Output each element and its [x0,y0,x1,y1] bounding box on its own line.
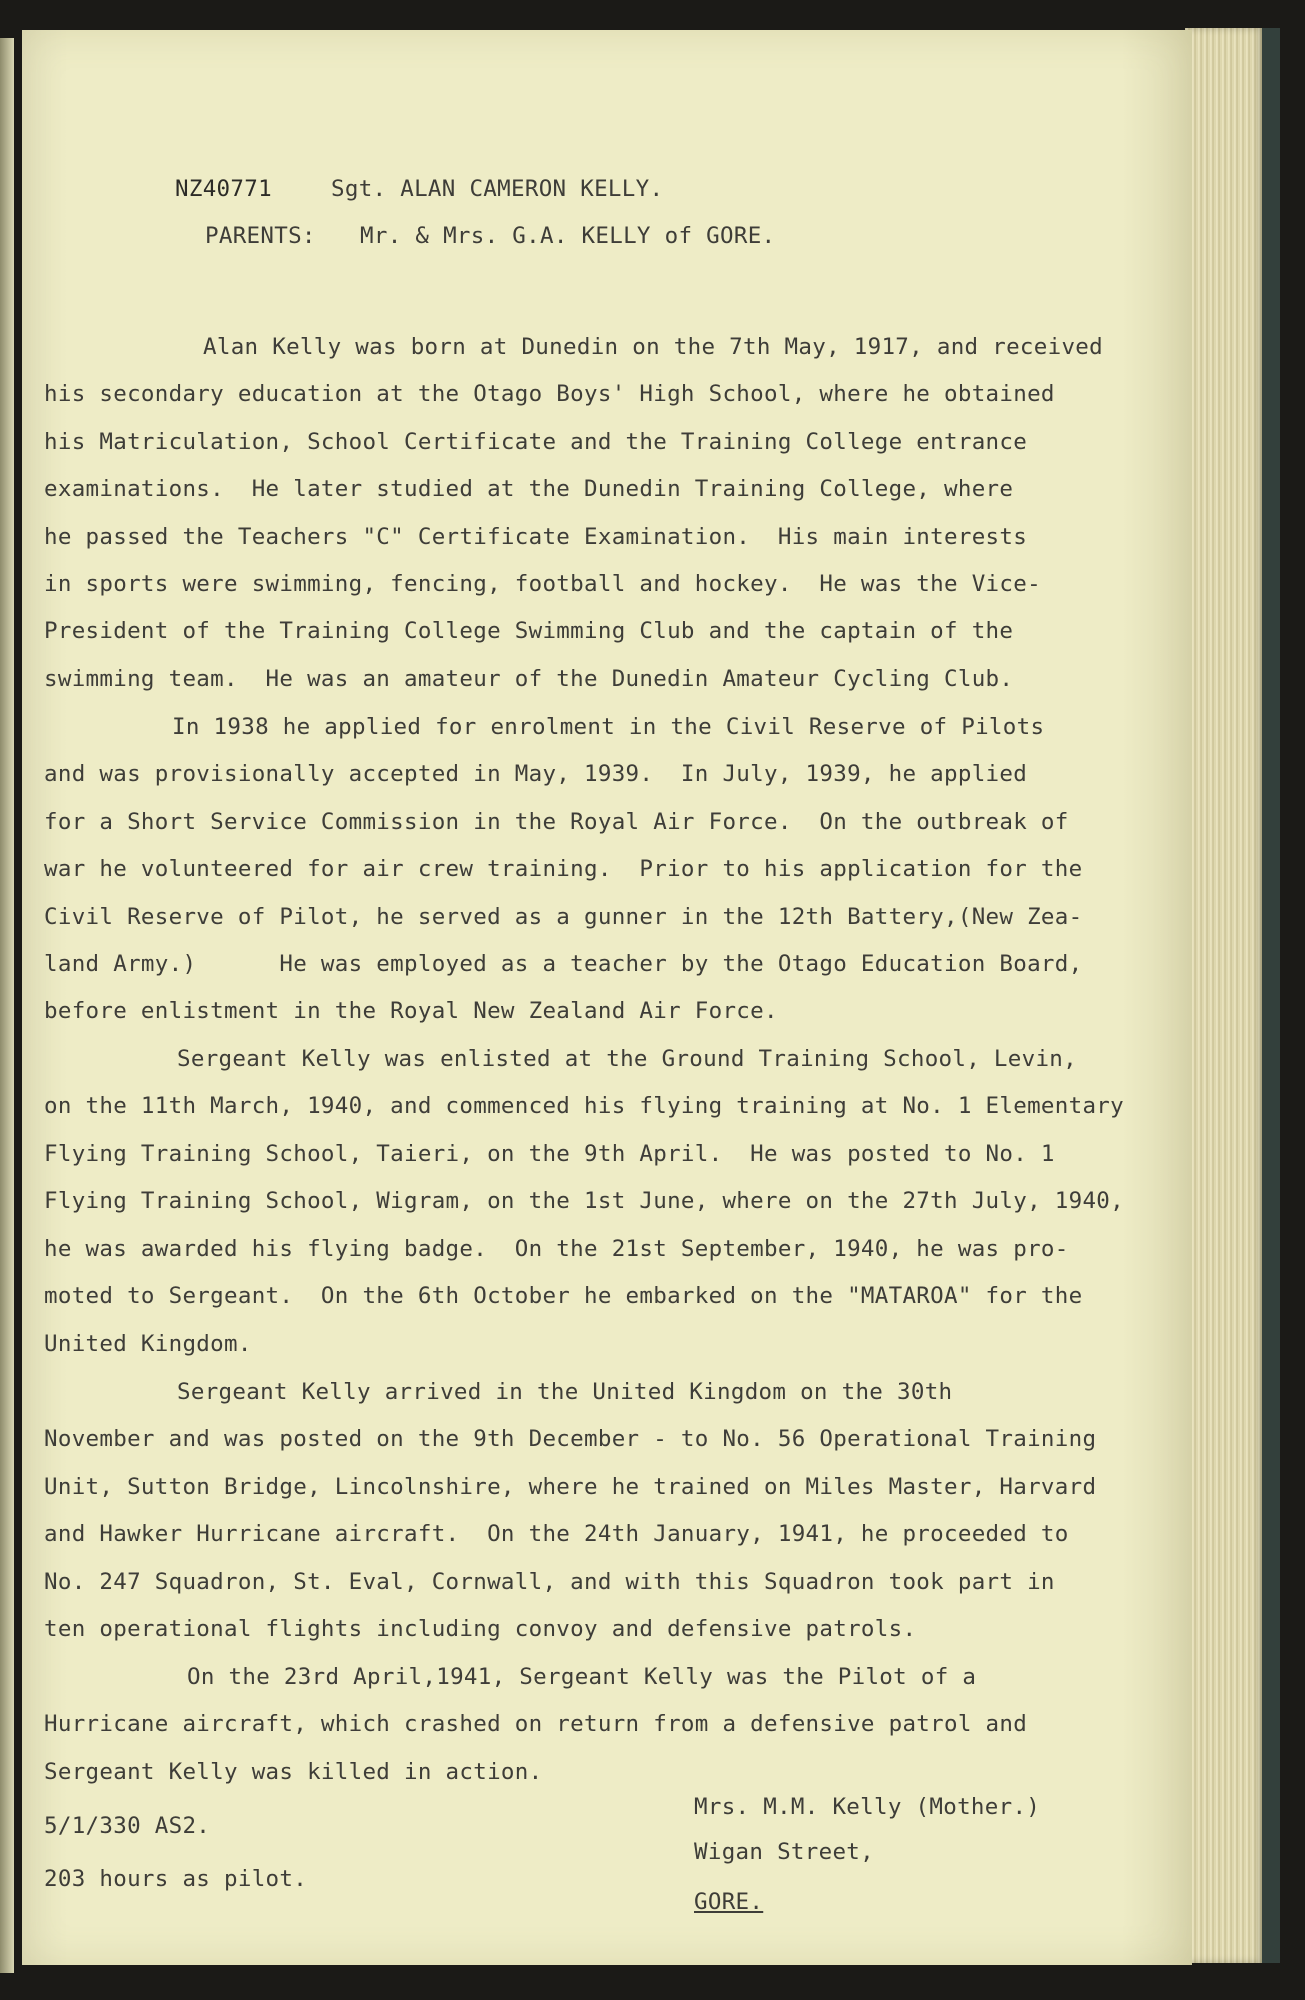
body-line: Flying Training School, Taieri, on the 9th April. He was posted to No. 1 [44,1141,1055,1167]
airman-name: Sgt. ALAN CAMERON KELLY. [331,176,664,202]
body-line: Civil Reserve of Pilot, he served as a gunner in the 12th Battery,(New Zea- [44,904,1083,930]
body-line: Hurricane aircraft, which crashed on return from a defensive patrol and [44,1711,1028,1737]
body-line: in sports were swimming, fencing, football and hockey. He was the Vice- [44,571,1041,597]
parents-value: Mr. & Mrs. G.A. KELLY of GORE. [360,223,776,249]
contact-name: Mrs. M.M. Kelly (Mother.) [694,1794,1041,1820]
contact-town: GORE. [694,1889,764,1915]
page-stack-edges [1185,28,1265,1963]
body-line: United Kingdom. [44,1331,252,1357]
body-line: war he volunteered for air crew training. Prior to his application for the [44,856,1083,882]
body-line: and was provisionally accepted in May, 1939. In July, 1939, he applied [44,761,1028,787]
body-line: Sergeant Kelly was killed in action. [44,1759,543,1785]
body-line: President of the Training College Swimming Club and the captain of the [44,618,1014,644]
body-line: No. 247 Squadron, St. Eval, Cornwall, and with this Squadron took part in [44,1569,1055,1595]
body-line: On the 23rd April,1941, Sergeant Kelly was the Pilot of a [187,1664,977,1690]
parents-label: PARENTS: [205,223,316,249]
body-line: his secondary education at the Otago Boys' High School, where he obtained [44,381,1055,407]
body-line: land Army.) He was employed as a teacher by the Otago Education Board, [44,951,1083,977]
body-line: his Matriculation, School Certificate and the Training College entrance [44,429,1028,455]
body-line: examinations. He later studied at the Dunedin Training College, where [44,476,1014,502]
body-line: on the 11th March, 1940, and commenced his flying training at No. 1 Elementary [44,1093,1124,1119]
book-cover-edge [1262,28,1280,1963]
body-line: he was awarded his flying badge. On the 21st September, 1940, he was pro- [44,1236,1069,1262]
body-line: he passed the Teachers "C" Certificate Examination. His main interests [44,524,1028,550]
contact-street: Wigan Street, [694,1839,874,1865]
binder-left-edge [0,38,14,1973]
body-line: In 1938 he applied for enrolment in the Civil Reserve of Pilots [172,714,1045,740]
body-line: and Hawker Hurricane aircraft. On the 24th January, 1941, he proceeded to [44,1521,1069,1547]
body-line: Unit, Sutton Bridge, Lincolnshire, where he trained on Miles Master, Harvard [44,1474,1097,1500]
body-line: before enlistment in the Royal New Zealand Air Force. [44,998,778,1024]
body-line: swimming team. He was an amateur of the Dunedin Amateur Cycling Club. [44,666,1014,692]
body-line: Sergeant Kelly arrived in the United Kingdom on the 30th [177,1379,953,1405]
flying-hours: 203 hours as pilot. [44,1866,308,1892]
file-reference: 5/1/330 AS2. [44,1813,211,1839]
service-number: NZ40771 [175,176,272,202]
body-line: moted to Sergeant. On the 6th October he embarked on the "MATAROA" for the [44,1283,1083,1309]
body-line: Alan Kelly was born at Dunedin on the 7th May, 1917, and received [203,334,1103,360]
body-line: November and was posted on the 9th December - to No. 56 Operational Training [44,1426,1097,1452]
body-line: Flying Training School, Wigram, on the 1st June, where on the 27th July, 1940, [44,1188,1124,1214]
body-line: Sergeant Kelly was enlisted at the Ground Training School, Levin, [177,1046,1077,1072]
body-line: ten operational flights including convoy and defensive patrols. [44,1616,917,1642]
body-line: for a Short Service Commission in the Royal Air Force. On the outbreak of [44,809,1069,835]
